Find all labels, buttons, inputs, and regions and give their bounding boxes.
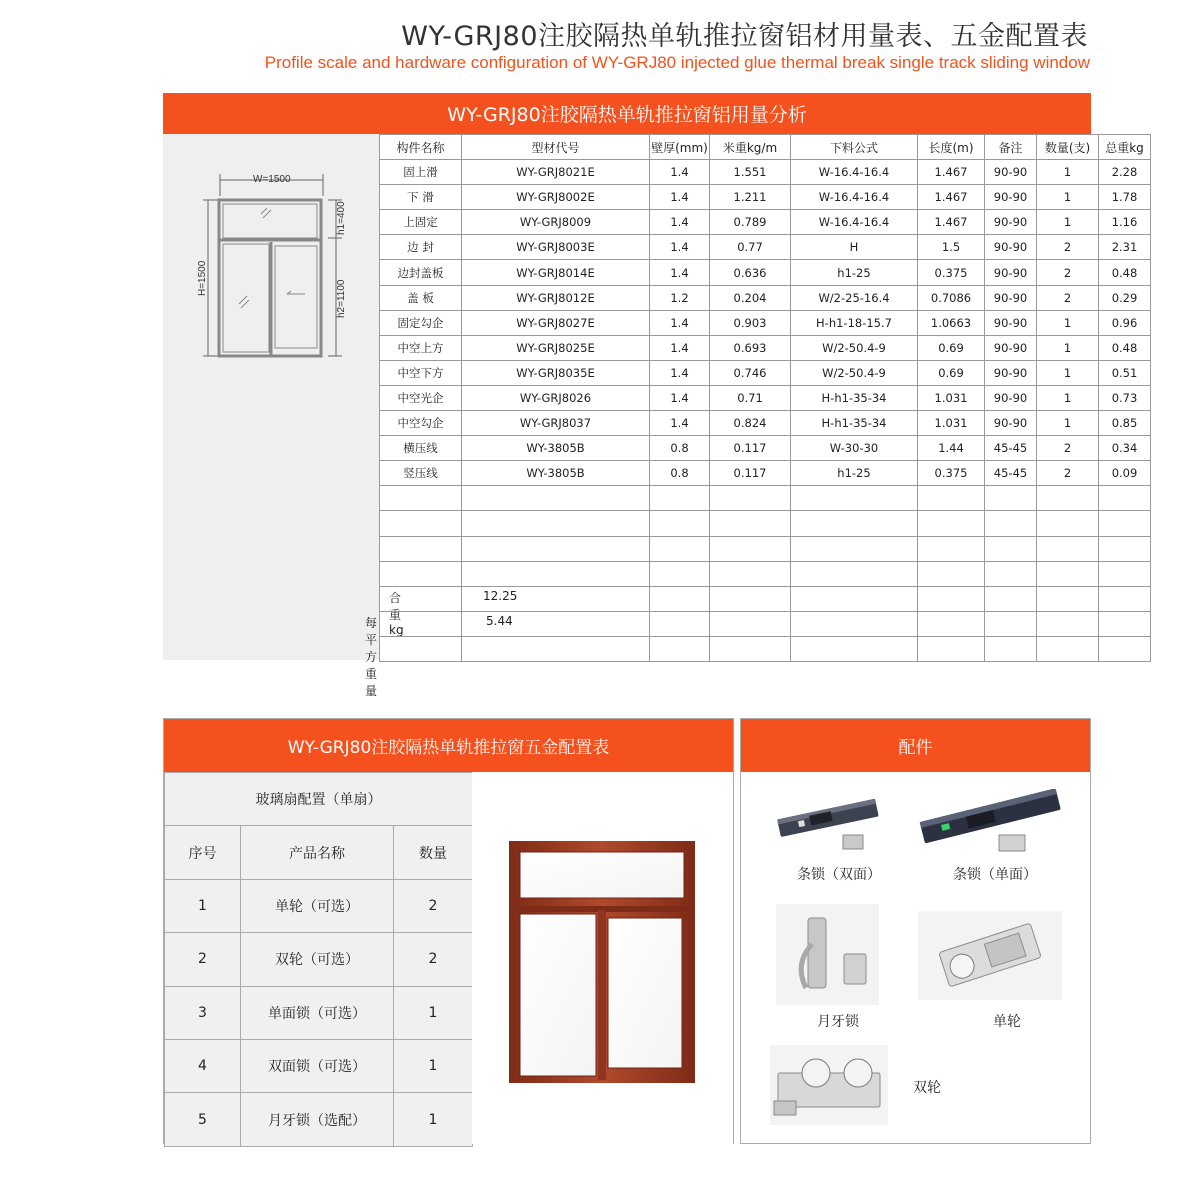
empty-cell [1037, 636, 1099, 661]
column-header: 下料公式 [791, 135, 918, 160]
accessory-label: 月牙锁 [817, 1014, 859, 1030]
table-cell: 0.69 [918, 335, 985, 360]
table-cell: 单轮（可选） [241, 879, 394, 932]
table-row [165, 1093, 473, 1146]
table-cell: 1 [394, 1093, 473, 1146]
table-cell: 0.48 [1099, 260, 1151, 285]
column-header: 数量(支) [1037, 135, 1099, 160]
aluminum-section-title: WY-GRJ80注胶隔热单轨推拉窗铝用量分析 [447, 104, 807, 126]
empty-cell [791, 586, 918, 611]
table-cell: 1.211 [710, 185, 791, 210]
empty-cell [1037, 536, 1099, 561]
table-cell: 5 [165, 1093, 241, 1146]
accessories-section-bar [741, 719, 1090, 772]
accessory-label: 条锁（单面） [953, 867, 1037, 883]
table-row [380, 310, 1151, 335]
table-cell: h1-25 [791, 461, 918, 486]
empty-cell [918, 586, 985, 611]
table-cell: 0.96 [1099, 310, 1151, 335]
column-header: 数量 [394, 826, 473, 879]
table-cell: 0.693 [710, 335, 791, 360]
table-cell: 3 [165, 986, 241, 1039]
table-cell: WY-3805B [462, 436, 650, 461]
table-row [165, 986, 473, 1039]
table-row [165, 879, 473, 932]
table-row [380, 335, 1151, 360]
table-cell: 90-90 [985, 360, 1037, 385]
table-cell: 0.117 [710, 436, 791, 461]
empty-cell [918, 636, 985, 661]
table-cell: 2.31 [1099, 235, 1151, 260]
empty-cell [380, 586, 462, 611]
empty-cell [380, 561, 462, 586]
empty-cell [791, 611, 918, 636]
empty-cell [1037, 561, 1099, 586]
table-cell: 0.7086 [918, 285, 985, 310]
empty-cell [791, 511, 918, 536]
empty-cell [462, 586, 650, 611]
config-title-row [165, 773, 473, 826]
double-wheel-icon [770, 1045, 888, 1125]
empty-cell [650, 536, 710, 561]
empty-cell [650, 636, 710, 661]
accessories-panel [740, 718, 1091, 1144]
empty-cell [985, 611, 1037, 636]
table-cell: 0.09 [1099, 461, 1151, 486]
table-cell: 90-90 [985, 335, 1037, 360]
per-sqm-weight-label: 每平方重量 [365, 616, 378, 698]
empty-cell [710, 561, 791, 586]
table-cell: 1 [1037, 310, 1099, 335]
table-cell: 1 [1037, 411, 1099, 436]
table-row [380, 436, 1151, 461]
hardware-table-header [165, 826, 473, 879]
empty-cell [791, 636, 918, 661]
empty-table-row [380, 586, 1151, 611]
hardware-config-panel [163, 718, 734, 1144]
table-cell: 固上滑 [380, 160, 462, 185]
table-cell: 0.34 [1099, 436, 1151, 461]
hardware-config-table [164, 772, 473, 1147]
empty-cell [985, 536, 1037, 561]
empty-cell [1099, 511, 1151, 536]
aluminum-section-bar [163, 93, 1091, 134]
table-cell: 1.031 [918, 385, 985, 410]
empty-cell [462, 636, 650, 661]
table-cell: 2 [1037, 235, 1099, 260]
column-header: 备注 [985, 135, 1037, 160]
table-cell: 1.4 [650, 185, 710, 210]
table-cell: 双面锁（可选） [241, 1039, 394, 1092]
table-cell: 固定勾企 [380, 310, 462, 335]
crescent-lock-image [776, 904, 879, 1005]
aluminum-usage-table [379, 134, 1151, 662]
strip-lock-double-icon [771, 791, 886, 856]
table-cell: 1 [394, 1039, 473, 1092]
double-sided-strip-lock-image [771, 791, 886, 860]
table-cell: 1.4 [650, 310, 710, 335]
table-row [380, 285, 1151, 310]
table-cell: 1.4 [650, 360, 710, 385]
empty-cell [462, 611, 650, 636]
empty-cell [710, 586, 791, 611]
empty-cell [462, 561, 650, 586]
empty-cell [710, 611, 791, 636]
empty-cell [1099, 586, 1151, 611]
window-frame-image [472, 772, 733, 1144]
empty-cell [380, 511, 462, 536]
table-cell: 90-90 [985, 185, 1037, 210]
empty-cell [380, 536, 462, 561]
page-title-en: Profile scale and hardware configuration of WY-GRJ80 injected glue thermal break single track sliding window [264, 53, 1090, 72]
table-cell: 0.824 [710, 411, 791, 436]
table-cell: 0.8 [650, 461, 710, 486]
table-cell: 下 滑 [380, 185, 462, 210]
table-cell: 2 [1037, 285, 1099, 310]
empty-cell [985, 586, 1037, 611]
table-cell: 0.117 [710, 461, 791, 486]
table-cell: 0.85 [1099, 411, 1151, 436]
table-cell: 45-45 [985, 436, 1037, 461]
table-cell: 2 [1037, 260, 1099, 285]
page-title-cn: WY-GRJ80注胶隔热单轨推拉窗铝材用量表、五金配置表 [401, 21, 1088, 52]
table-cell: 边封盖板 [380, 260, 462, 285]
column-header: 构件名称 [380, 135, 462, 160]
empty-cell [791, 486, 918, 511]
table-cell: 0.375 [918, 260, 985, 285]
table-cell: 盖 板 [380, 285, 462, 310]
empty-cell [791, 536, 918, 561]
empty-cell [380, 611, 462, 636]
table-cell: 0.73 [1099, 385, 1151, 410]
table-cell: W-30-30 [791, 436, 918, 461]
table-cell: 中空光企 [380, 385, 462, 410]
table-cell: 1.4 [650, 260, 710, 285]
empty-cell [380, 486, 462, 511]
table-cell: H-h1-18-15.7 [791, 310, 918, 335]
table-cell: 0.29 [1099, 285, 1151, 310]
table-cell: 上固定 [380, 210, 462, 235]
empty-cell [918, 536, 985, 561]
column-header: 产品名称 [241, 826, 394, 879]
empty-cell [985, 486, 1037, 511]
table-cell: 90-90 [985, 210, 1037, 235]
empty-table-row [380, 611, 1151, 636]
table-cell: 1.4 [650, 235, 710, 260]
empty-cell [1037, 486, 1099, 511]
empty-cell [791, 561, 918, 586]
table-cell: 1.031 [918, 411, 985, 436]
table-cell: 90-90 [985, 411, 1037, 436]
empty-table-row [380, 511, 1151, 536]
table-cell: 1.551 [710, 160, 791, 185]
table-cell: 0.375 [918, 461, 985, 486]
table-cell: 4 [165, 1039, 241, 1092]
table-cell: WY-GRJ8027E [462, 310, 650, 335]
table-cell: 1 [1037, 160, 1099, 185]
table-cell: 0.746 [710, 360, 791, 385]
table-cell: WY-3805B [462, 461, 650, 486]
table-cell: 中空勾企 [380, 411, 462, 436]
empty-cell [918, 486, 985, 511]
empty-cell [1037, 611, 1099, 636]
table-row [165, 933, 473, 986]
table-cell: 0.8 [650, 436, 710, 461]
empty-cell [918, 561, 985, 586]
empty-cell [1037, 511, 1099, 536]
table-cell: h1-25 [791, 260, 918, 285]
table-cell: 0.204 [710, 285, 791, 310]
table-cell: 45-45 [985, 461, 1037, 486]
accessory-label: 单轮 [993, 1014, 1021, 1030]
table-cell: 1.16 [1099, 210, 1151, 235]
empty-cell [650, 561, 710, 586]
table-row [380, 411, 1151, 436]
table-cell: 90-90 [985, 310, 1037, 335]
empty-table-row [380, 561, 1151, 586]
table-cell: 2.28 [1099, 160, 1151, 185]
empty-cell [462, 536, 650, 561]
hardware-section-bar [164, 719, 733, 772]
column-header: 壁厚(mm) [650, 135, 710, 160]
table-row [165, 1039, 473, 1092]
column-header: 长度(m) [918, 135, 985, 160]
table-cell: 1.4 [650, 210, 710, 235]
table-cell: 0.789 [710, 210, 791, 235]
table-cell: W-16.4-16.4 [791, 160, 918, 185]
table-cell: W-16.4-16.4 [791, 185, 918, 210]
table-cell: H [791, 235, 918, 260]
accessory-label: 双轮 [913, 1080, 941, 1096]
table-cell: 2 [1037, 461, 1099, 486]
table-cell: 0.69 [918, 360, 985, 385]
table-cell: 1 [1037, 210, 1099, 235]
table-cell: WY-GRJ8025E [462, 335, 650, 360]
total-weight-value: 12.25 [483, 589, 518, 603]
table-cell: WY-GRJ8009 [462, 210, 650, 235]
table-cell: 0.48 [1099, 335, 1151, 360]
table-row [380, 260, 1151, 285]
h2-dimension-label: h2=1100 [336, 279, 347, 318]
table-cell: 1 [1037, 385, 1099, 410]
table-cell: 月牙锁（选配） [241, 1093, 394, 1146]
table-cell: WY-GRJ8037 [462, 411, 650, 436]
empty-table-row [380, 536, 1151, 561]
column-header: 型材代号 [462, 135, 650, 160]
aluminum-table-header [380, 135, 1151, 160]
table-row [380, 461, 1151, 486]
table-cell: WY-GRJ8026 [462, 385, 650, 410]
table-cell: WY-GRJ8021E [462, 160, 650, 185]
empty-cell [918, 511, 985, 536]
single-sided-strip-lock-image [915, 789, 1065, 863]
table-cell: 1.467 [918, 210, 985, 235]
table-cell: 2 [394, 933, 473, 986]
column-header: 米重kg/m [710, 135, 791, 160]
table-cell: WY-GRJ8035E [462, 360, 650, 385]
table-row [380, 235, 1151, 260]
accessory-label: 条锁（双面） [797, 867, 881, 883]
empty-cell [710, 636, 791, 661]
empty-cell [1099, 636, 1151, 661]
table-cell: 1 [394, 986, 473, 1039]
table-row [380, 360, 1151, 385]
table-cell: 1.78 [1099, 185, 1151, 210]
strip-lock-single-icon [915, 789, 1065, 859]
empty-cell [918, 611, 985, 636]
table-cell: 单面锁（可选） [241, 986, 394, 1039]
single-wheel-image [918, 911, 1062, 1000]
empty-cell [650, 511, 710, 536]
empty-cell [650, 486, 710, 511]
table-cell: 1.467 [918, 185, 985, 210]
table-cell: 1 [1037, 335, 1099, 360]
width-dimension-label: W=1500 [253, 174, 291, 185]
table-cell: WY-GRJ8012E [462, 285, 650, 310]
total-weight-label: 合重kg [389, 591, 404, 637]
table-cell: 双轮（可选） [241, 933, 394, 986]
single-wheel-icon [918, 911, 1062, 1000]
table-cell: 1.2 [650, 285, 710, 310]
table-cell: 90-90 [985, 160, 1037, 185]
table-cell: 中空下方 [380, 360, 462, 385]
table-cell: 90-90 [985, 385, 1037, 410]
table-cell: WY-GRJ8014E [462, 260, 650, 285]
table-cell: 1.467 [918, 160, 985, 185]
empty-cell [985, 511, 1037, 536]
empty-cell [710, 511, 791, 536]
table-cell: 1 [165, 879, 241, 932]
table-cell: 横压线 [380, 436, 462, 461]
wood-frame-window-illustration [472, 772, 733, 1144]
table-cell: 竖压线 [380, 461, 462, 486]
table-row [380, 385, 1151, 410]
table-cell: 90-90 [985, 285, 1037, 310]
empty-cell [1099, 536, 1151, 561]
table-cell: H-h1-35-34 [791, 411, 918, 436]
table-cell: 1 [1037, 360, 1099, 385]
window-dimension-drawing [163, 134, 380, 660]
empty-cell [650, 611, 710, 636]
table-cell: 1.0663 [918, 310, 985, 335]
per-sqm-weight-value: 5.44 [486, 614, 513, 628]
empty-cell [1037, 586, 1099, 611]
table-cell: H-h1-35-34 [791, 385, 918, 410]
table-cell: 1.44 [918, 436, 985, 461]
table-cell: 0.77 [710, 235, 791, 260]
table-cell: 90-90 [985, 260, 1037, 285]
table-row [380, 185, 1151, 210]
table-cell: 边 封 [380, 235, 462, 260]
table-cell: 1.4 [650, 411, 710, 436]
empty-cell [985, 636, 1037, 661]
column-header: 总重kg [1099, 135, 1151, 160]
table-cell: 中空上方 [380, 335, 462, 360]
h1-dimension-label: h1=400 [336, 201, 347, 235]
crescent-lock-icon [776, 904, 879, 1005]
empty-cell [1099, 611, 1151, 636]
table-row [380, 160, 1151, 185]
table-cell: 0.71 [710, 385, 791, 410]
empty-cell [462, 486, 650, 511]
table-cell: 1.4 [650, 160, 710, 185]
height-dimension-label: H=1500 [197, 260, 208, 296]
table-cell: W/2-25-16.4 [791, 285, 918, 310]
empty-cell [1099, 486, 1151, 511]
table-row [380, 210, 1151, 235]
table-cell: 2 [165, 933, 241, 986]
config-title: 玻璃扇配置（单扇） [165, 773, 473, 826]
table-cell: WY-GRJ8003E [462, 235, 650, 260]
empty-cell [710, 536, 791, 561]
table-cell: 0.51 [1099, 360, 1151, 385]
table-cell: WY-GRJ8002E [462, 185, 650, 210]
hardware-section-title: WY-GRJ80注胶隔热单轨推拉窗五金配置表 [287, 738, 610, 758]
empty-table-row [380, 486, 1151, 511]
empty-cell [462, 511, 650, 536]
table-cell: W-16.4-16.4 [791, 210, 918, 235]
column-header: 序号 [165, 826, 241, 879]
double-wheel-image [770, 1045, 888, 1125]
table-cell: 1.4 [650, 385, 710, 410]
empty-cell [1099, 561, 1151, 586]
table-cell: 2 [1037, 436, 1099, 461]
table-cell: 1 [1037, 185, 1099, 210]
table-cell: 0.903 [710, 310, 791, 335]
table-cell: W/2-50.4-9 [791, 360, 918, 385]
empty-table-row [380, 636, 1151, 661]
empty-cell [380, 636, 462, 661]
empty-cell [650, 586, 710, 611]
table-cell: W/2-50.4-9 [791, 335, 918, 360]
table-cell: 90-90 [985, 235, 1037, 260]
table-cell: 0.636 [710, 260, 791, 285]
empty-cell [710, 486, 791, 511]
table-cell: 1.4 [650, 335, 710, 360]
table-cell: 1.5 [918, 235, 985, 260]
empty-cell [985, 561, 1037, 586]
accessories-section-title: 配件 [898, 738, 933, 758]
table-cell: 2 [394, 879, 473, 932]
